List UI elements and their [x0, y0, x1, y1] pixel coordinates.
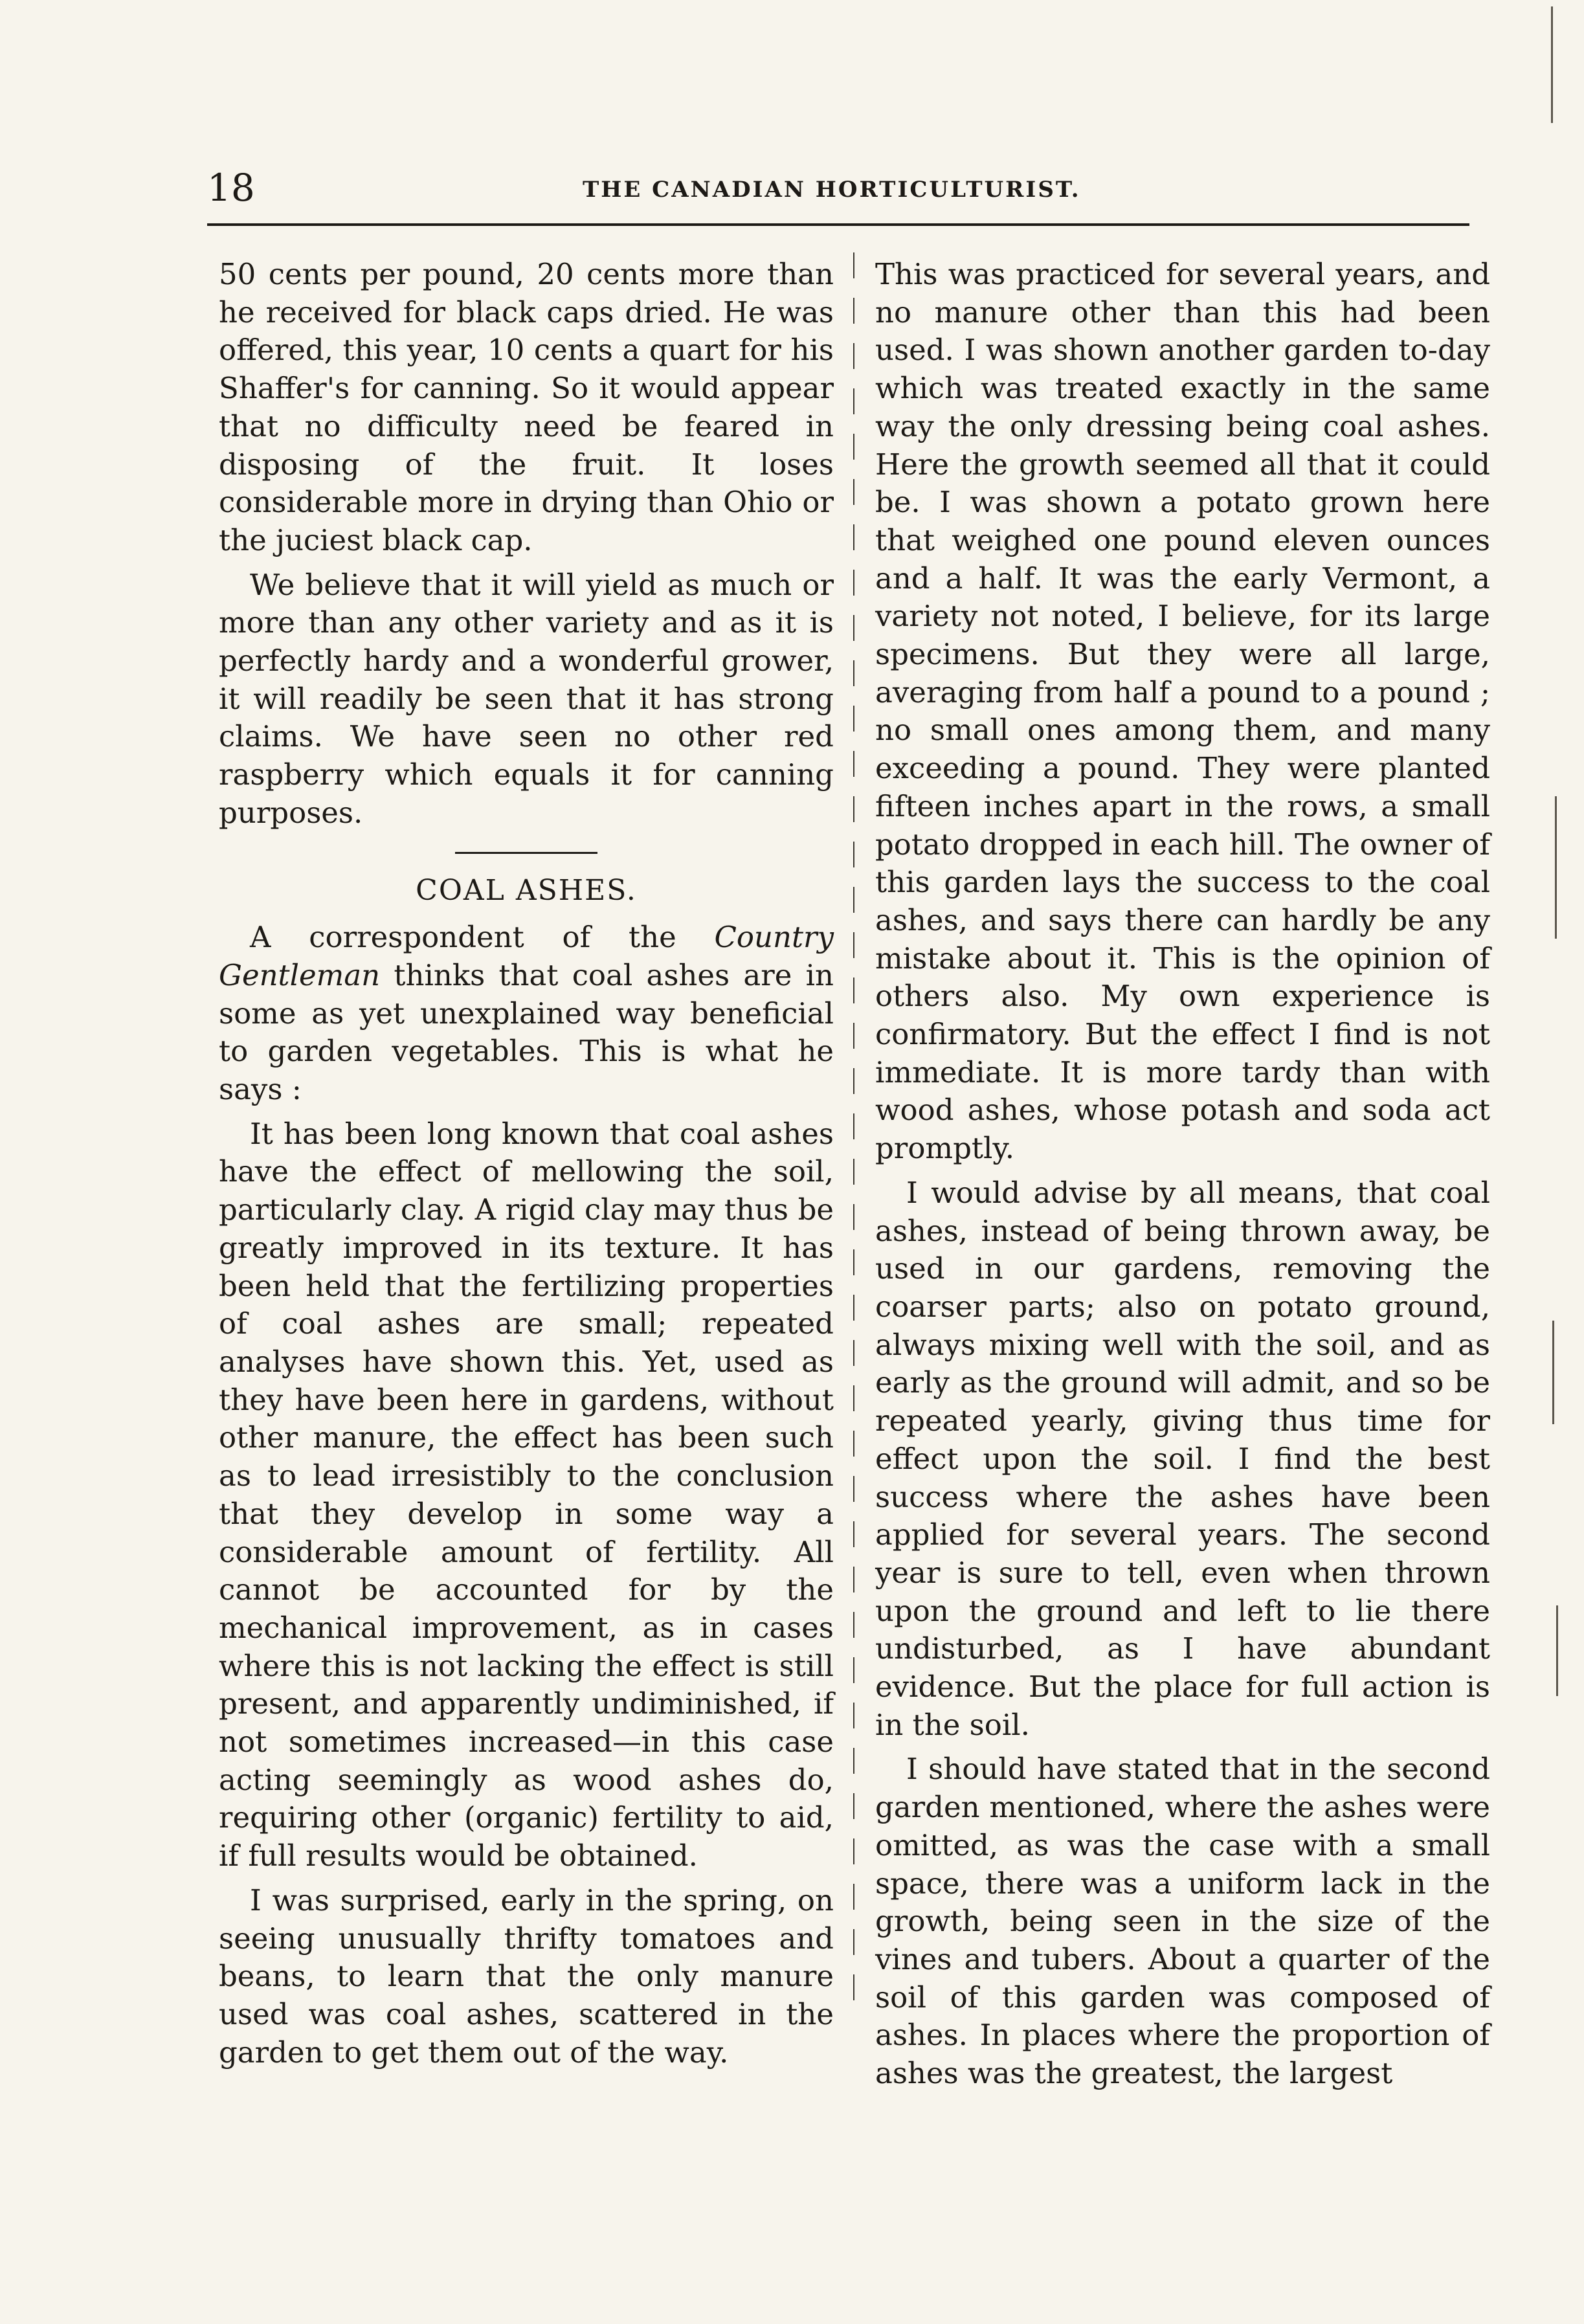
quoted-paragraph: I was surprised, early in the spring, on seeing unusually thrifty tomatoes and beans, to learn that the only manure used was coal ashes, scattered in the garden to get them out of the way.: [219, 1883, 834, 2070]
paragraph: [219, 919, 834, 1109]
page-number: 18: [207, 166, 255, 210]
paragraph: This was practiced for several years, and no manure other than this had been used. I was shown another garden to-day which was treated exactly in the same way the only dressing being coal ashes. Here the growth seemed all that it could be. I was shown a potato grown here that weighed one pound eleven ounces and a half. It was the early Vermont, a variety not noted, I believe, for its large specimens. But they were all large, averaging from half a pound to a pound ; no small ones among them, and many exceeding a pound. They were planted fifteen inches apart in the rows, a small potato dropped in each hill. The owner of this garden lays the success to the coal ashes, and says there can hardly be any mistake about it. This is the opinion of others also. My own experience is confirmatory. But the effect I find is not immediate. It is more tardy than with wood ashes, whose potash and soda act promptly.: [875, 257, 1490, 1166]
paragraph: I should have stated that in the second garden mentioned, where the ashes were omitted, as was the case with a small space, there was a uniform lack in the growth, being seen in the size of the vines and tubers. About a quarter of the soil of this garden was composed of ashes. In places where the proportion of ashes was the greatest, the largest: [875, 1752, 1490, 2091]
section-divider: [455, 852, 597, 854]
quoted-paragraph: It has been long known that coal ashes have the effect of mellowing the soil, particularly clay. A rigid clay may thus be greatly improved in its texture. It has been held that the fertilizing properties of coal ashes are small; repeated analyses have shown this. Yet, used as they have been here in gardens, without other manure, the effect has been such as to lead irresistibly to the conclusion that they develop in some way a considerable amount of fertility. All cannot be accounted for by the mechanical improvement, as in cases where this is not lacking the effect is still present, and apparently undiminished, if not sometimes increased—in this case acting seemingly as wood ashes do, requiring other (organic) fertility to aid, if full results would be obtained.: [219, 1116, 834, 1873]
page-header: [207, 165, 1469, 217]
header-rule: [207, 223, 1469, 226]
paragraph: I would advise by all means, that coal ashes, instead of being thrown away, be used in our gardens, removing the coarser parts; also on potato ground, always mixing well with the soil, and as early as the ground will admit, and so be repeated yearly, giving thus time for effect upon the soil. I find the best success where the ashes have been applied for several years. The second year is sure to tell, even when thrown upon the ground and left to lie there undisturbed, as I have abundant evidence. But the place for full action is in the soil.: [875, 1175, 1490, 1742]
paragraph: 50 cents per pound, 20 cents more than he received for black caps dried. He was offered, this year, 10 cents a quart for his Shaffer's for canning. So it would appear that no difficulty need be feared in disposing of the fruit. It loses considerable more in drying than Ohio or the juciest black cap.: [219, 257, 834, 557]
left-column: [219, 256, 834, 2078]
paragraph-text: thinks that coal ashes are in some as yet unexplained way beneficial to garden vegetables. This is what he says :: [219, 957, 834, 1107]
right-column: [875, 256, 1490, 2099]
scan-edge-marks: [1547, 0, 1573, 2324]
paragraph-text: A correspondent of the: [250, 920, 715, 955]
publication-title: Country Gentleman: [219, 920, 834, 992]
section-heading: COAL ASHES.: [416, 873, 637, 907]
column-divider: [853, 252, 854, 2007]
running-title: THE CANADIAN HORTICULTURIST.: [583, 177, 1081, 203]
paragraph: We believe that it will yield as much or more than any other variety and as it is perfectly hardy and a wonderful grower, it will readily be seen that it has strong claims. We have seen no other red raspberry which equals it for canning purposes.: [219, 567, 834, 830]
